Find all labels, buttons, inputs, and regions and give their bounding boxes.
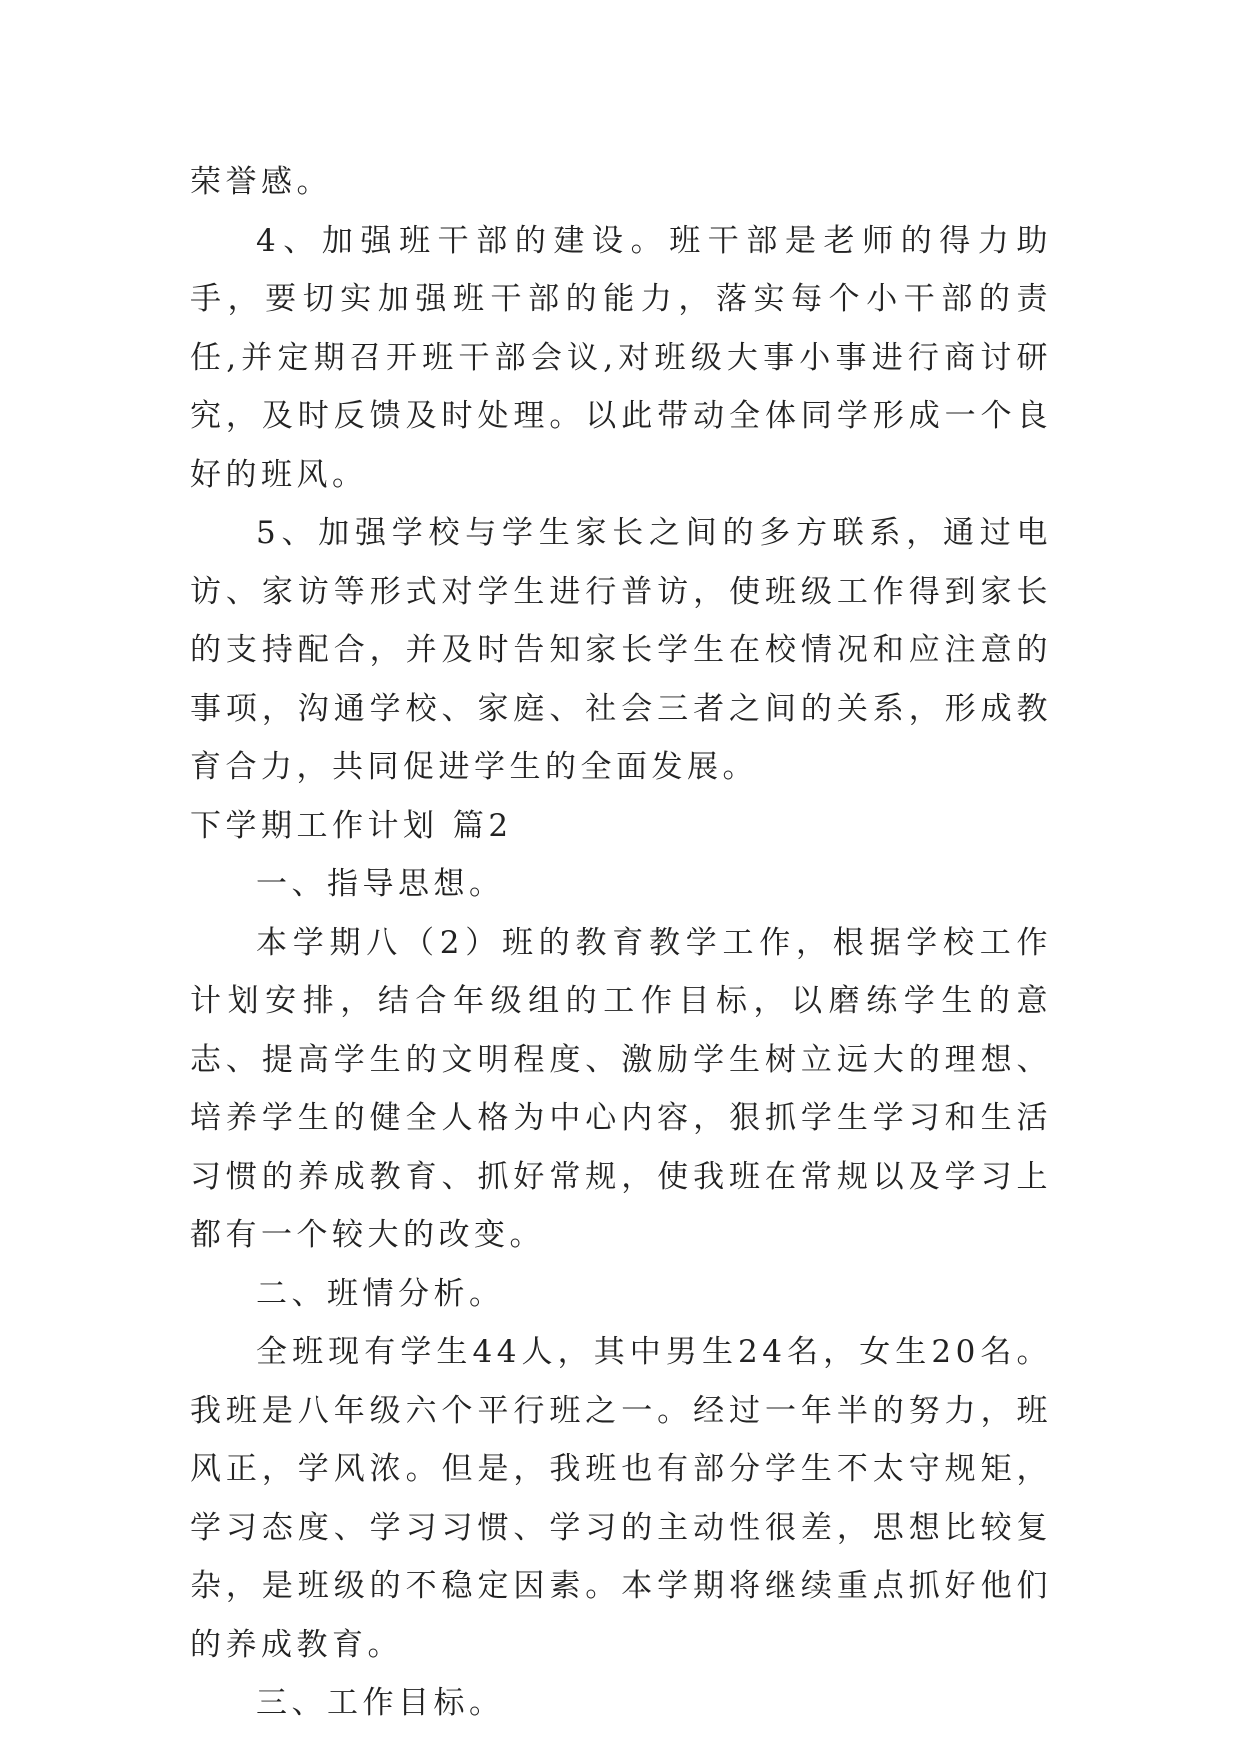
paragraph-continuation: 荣誉感。 — [190, 164, 332, 200]
paragraph-item-5: 5、加强学校与学生家长之间的多方联系，通过电访、家访等形式对学生进行普访，使班级工作得到家长的支持配合，并及时告知家长学生在校情况和应注意的事项，沟通学校、家庭、社会三者之间的关系，形成教育合力，共同促进学生的全面发展。 — [190, 515, 1052, 785]
paragraph-guiding-thought: 本学期八（2）班的教育教学工作，根据学校工作计划安排，结合年级组的工作目标，以磨练学生的意志、提高学生的文明程度、激励学生树立远大的理想、培养学生的健全人格为中心内容，狠抓学生学习和生活习惯的养成教育、抓好常规，使我班在常规以及学习上都有一个较大的改变。 — [190, 924, 1052, 1253]
subheading-work-goals: 三、工作目标。 — [256, 1685, 505, 1721]
section-heading: 下学期工作计划 篇2 — [190, 807, 513, 844]
paragraph-item-4: 4、加强班干部的建设。班干部是老师的得力助手，要切实加强班干部的能力，落实每个小干部的责任,并定期召开班干部会议,对班级大事小事进行商讨研究，及时反馈及时处理。以此带动全体同学形成一个良好的班风。 — [190, 222, 1052, 493]
subheading-class-analysis: 二、班情分析。 — [256, 1275, 505, 1312]
subheading-guiding-thought: 一、指导思想。 — [256, 866, 505, 902]
document-page — [190, 153, 1052, 1733]
paragraph-class-analysis: 全班现有学生44人，其中男生24名，女生20名。我班是八年级六个平行班之一。经过一年半的努力，班风正，学风浓。但是，我班也有部分学生不太守规矩，学习态度、学习习惯、学习的主动性很差，思想比较复杂，是班级的不稳定因素。本学期将继续重点抓好他们的养成教育。 — [190, 1334, 1052, 1663]
